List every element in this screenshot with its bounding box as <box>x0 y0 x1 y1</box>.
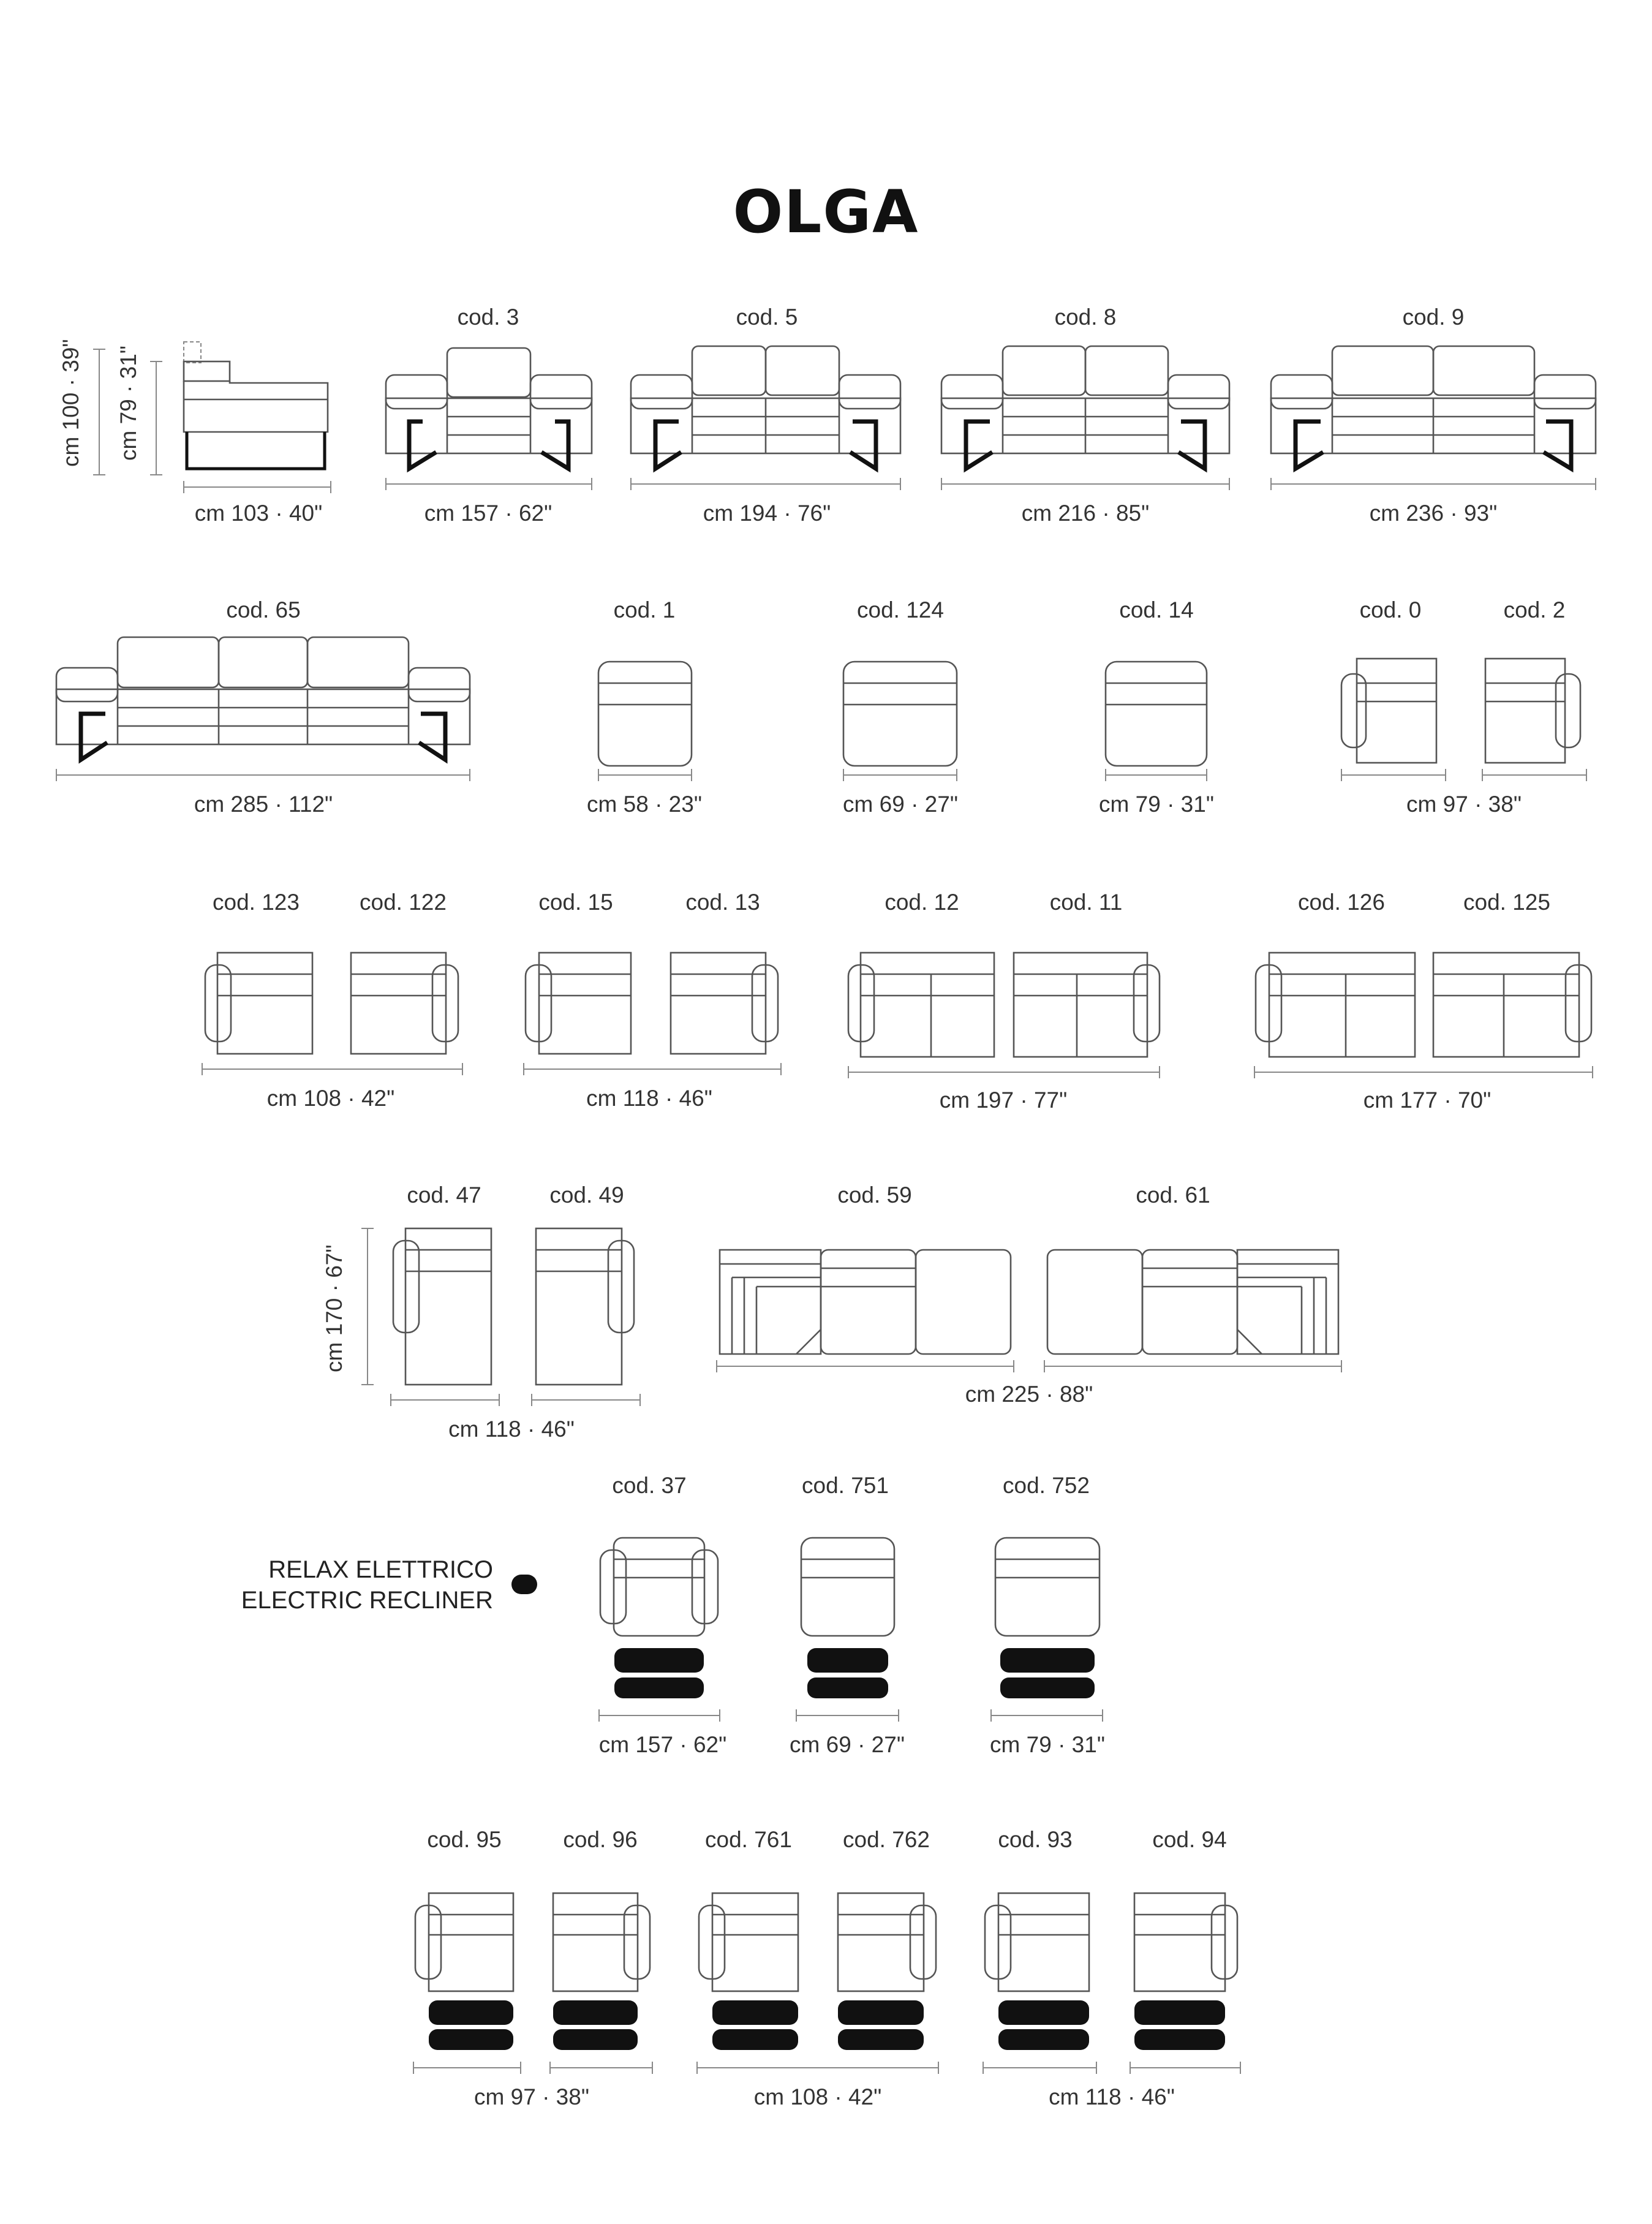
dimension-label: cm 118 · 46" <box>448 1416 575 1442</box>
dimension-label: cm 197 · 77" <box>939 1087 1068 1113</box>
code-label-cod-125: cod. 125 <box>1463 890 1550 915</box>
sofa-pair-cod-12-11 <box>848 890 1160 1113</box>
sofa-cod-65 <box>56 597 470 817</box>
recliner-pair-cod-761-762 <box>697 1827 938 2109</box>
armchair-pair-cod-0-2 <box>1341 597 1586 817</box>
recliner-cod-751 <box>790 1473 905 1757</box>
code-label-cod-96: cod. 96 <box>563 1827 638 1852</box>
recliner-cod-752 <box>990 1473 1105 1757</box>
dimension-label: cm 79 · 31" <box>1099 792 1214 817</box>
dimension-label: cm 79 · 31" <box>990 1732 1105 1757</box>
dimension-label: cm 69 · 27" <box>790 1732 905 1757</box>
sofa-cod-8 <box>941 304 1229 526</box>
code-label-cod-13: cod. 13 <box>685 890 760 915</box>
code-label: cod. 65 <box>226 597 301 622</box>
height-seat-label: cm 79 · 31" <box>116 346 141 461</box>
ottoman-cod-1 <box>587 597 702 817</box>
electric-recliner-legend <box>241 1556 537 1614</box>
code-label-cod-761: cod. 761 <box>705 1827 792 1852</box>
armchair-pair-cod-15-13 <box>524 890 781 1111</box>
ottoman-cod-124 <box>843 597 958 817</box>
recliner-symbol-icon <box>511 1575 537 1594</box>
dimension-label: cm 177 · 70" <box>1363 1087 1492 1113</box>
code-label-cod-49: cod. 49 <box>549 1182 624 1208</box>
code-label: cod. 3 <box>457 304 519 330</box>
dimension-label: cm 236 · 93" <box>1369 501 1498 526</box>
dimension-label: cm 216 · 85" <box>1021 501 1150 526</box>
code-label-cod-15: cod. 15 <box>538 890 613 915</box>
corner-pair-cod-59-61 <box>717 1182 1341 1407</box>
dimension-label: cm 225 · 88" <box>965 1382 1093 1407</box>
dimension-label: cm 108 · 42" <box>753 2084 882 2109</box>
code-label: cod. 124 <box>857 597 944 622</box>
code-label: cod. 37 <box>612 1473 687 1498</box>
dimension-label: cm 108 · 42" <box>266 1086 395 1111</box>
code-label: cod. 5 <box>736 304 798 330</box>
dimension-label: cm 118 · 46" <box>586 1086 712 1111</box>
sofa-pair-cod-126-125 <box>1254 890 1593 1113</box>
dimension-label: cm 97 · 38" <box>474 2084 589 2109</box>
sofa-cod-3 <box>386 304 592 526</box>
side-profile-view <box>58 339 331 526</box>
page-title: OLGA <box>733 178 919 246</box>
code-label-cod-122: cod. 122 <box>360 890 447 915</box>
code-label: cod. 1 <box>613 597 676 622</box>
code-label-cod-59: cod. 59 <box>837 1182 912 1208</box>
code-label-cod-47: cod. 47 <box>407 1182 481 1208</box>
code-label-cod-61: cod. 61 <box>1136 1182 1210 1208</box>
code-label: cod. 8 <box>1054 304 1117 330</box>
code-label: cod. 14 <box>1119 597 1194 622</box>
code-label: cod. 9 <box>1402 304 1465 330</box>
dimension-label: cm 69 · 27" <box>843 792 958 817</box>
dimension-label: cm 58 · 23" <box>587 792 702 817</box>
code-label-cod-11: cod. 11 <box>1049 890 1123 915</box>
armchair-pair-cod-123-122 <box>202 890 462 1111</box>
code-label-cod-762: cod. 762 <box>843 1827 930 1852</box>
recliner-cod-37 <box>599 1473 727 1757</box>
ottoman-cod-14 <box>1099 597 1214 817</box>
recliner-pair-cod-95-96 <box>413 1827 652 2109</box>
code-label: cod. 752 <box>1003 1473 1090 1498</box>
depth-label: cm 170 · 67" <box>322 1244 347 1372</box>
code-label-cod-94: cod. 94 <box>1152 1827 1227 1852</box>
code-label-cod-12: cod. 12 <box>884 890 959 915</box>
code-label-cod-2: cod. 2 <box>1503 597 1566 622</box>
legend-line-2: ELECTRIC RECLINER <box>241 1587 493 1614</box>
code-label-cod-126: cod. 126 <box>1298 890 1385 915</box>
recliner-pair-cod-93-94 <box>983 1827 1240 2109</box>
chaise-pair-cod-47-49 <box>322 1182 640 1442</box>
dimension-label: cm 157 · 62" <box>424 501 553 526</box>
height-overall-label: cm 100 · 39" <box>58 339 83 467</box>
code-label-cod-0: cod. 0 <box>1359 597 1422 622</box>
legend-line-1: RELAX ELETTRICO <box>268 1556 493 1583</box>
dimension-label: cm 157 · 62" <box>598 1732 727 1757</box>
dimension-label: cm 97 · 38" <box>1406 792 1522 817</box>
dimension-label: cm 285 · 112" <box>194 792 333 817</box>
dimension-label: cm 194 · 76" <box>703 501 831 526</box>
code-label-cod-123: cod. 123 <box>213 890 300 915</box>
code-label: cod. 751 <box>802 1473 889 1498</box>
sofa-cod-9 <box>1271 304 1596 526</box>
dimension-label: cm 118 · 46" <box>1049 2084 1175 2109</box>
code-label-cod-93: cod. 93 <box>998 1827 1073 1852</box>
depth-label: cm 103 · 40" <box>194 501 323 526</box>
code-label-cod-95: cod. 95 <box>427 1827 502 1852</box>
sofa-cod-5 <box>631 304 900 526</box>
